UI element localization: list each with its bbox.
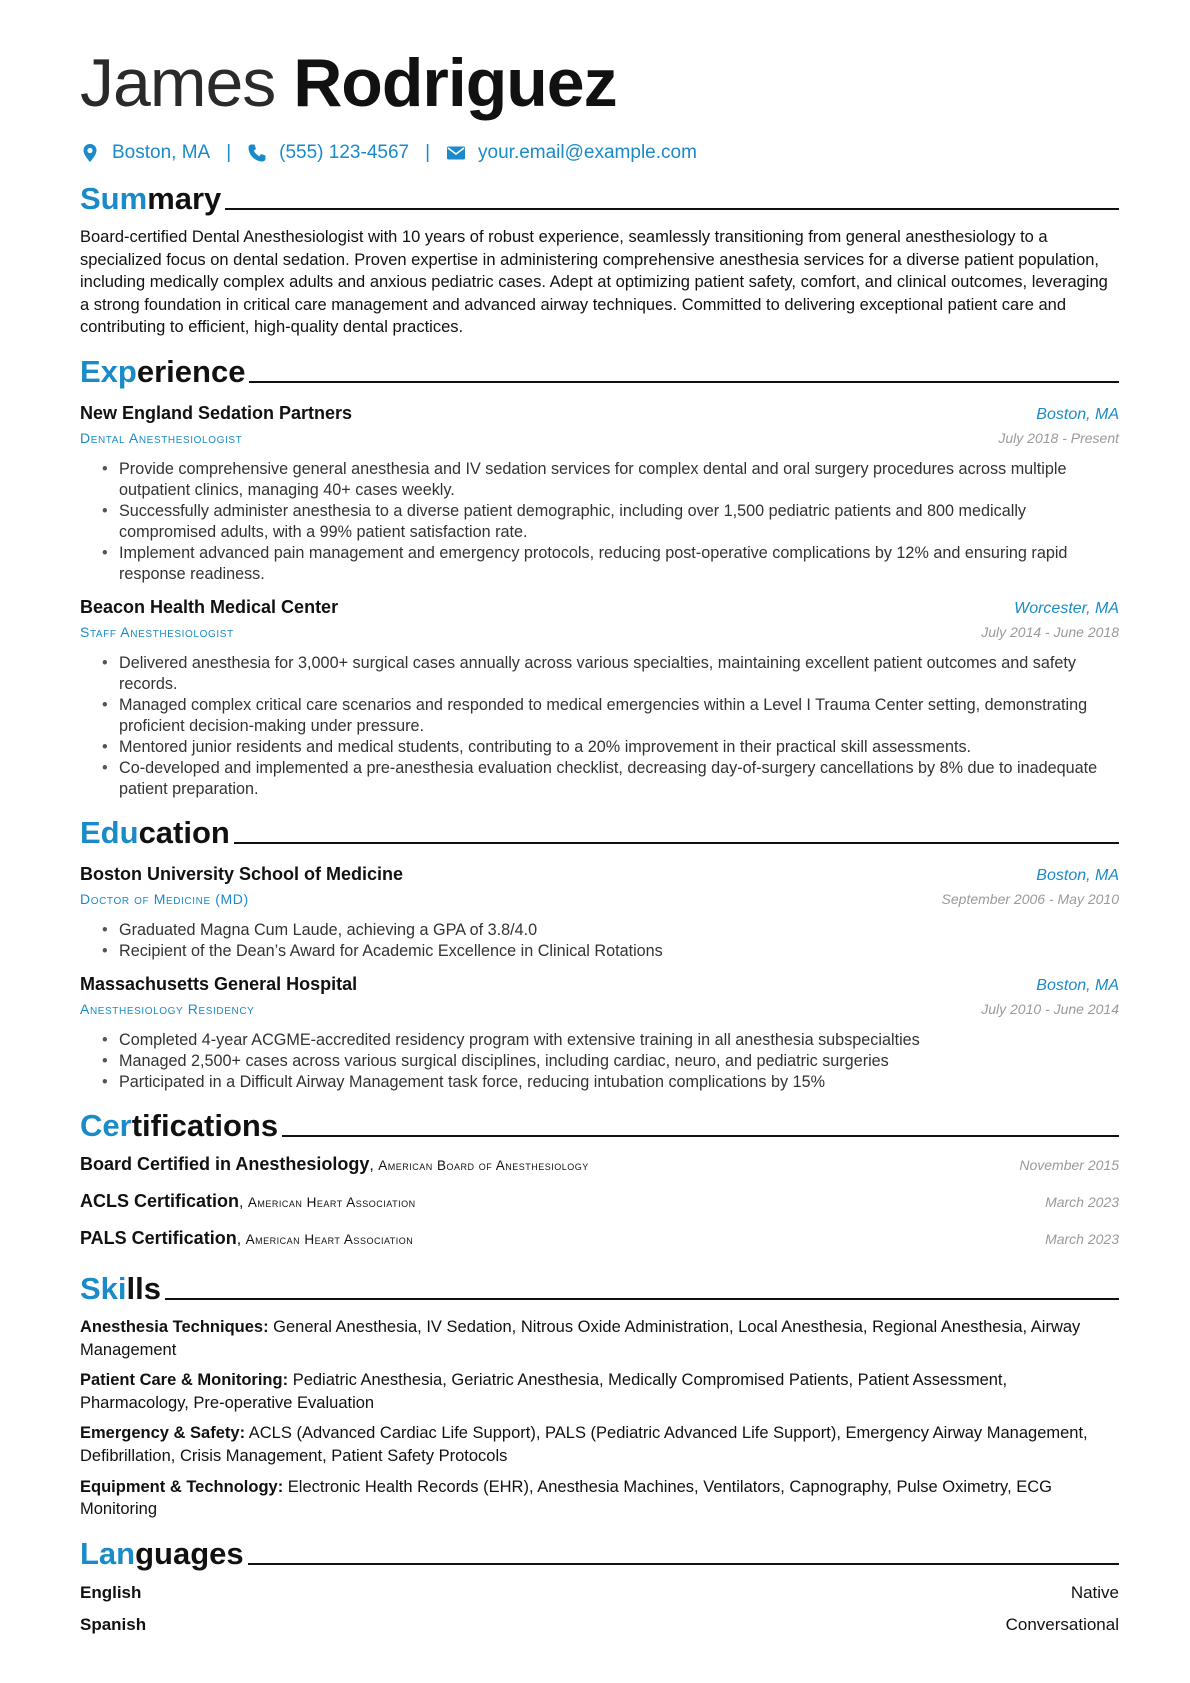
education-entry [80, 862, 1119, 962]
bullet-list [80, 920, 1119, 962]
certifications-section-header [80, 1101, 1119, 1145]
phone-link[interactable]: (555) 123-4567 [279, 142, 410, 163]
employer-name: Beacon Health Medical Center [80, 596, 339, 617]
map-pin-icon [80, 143, 100, 163]
contact-separator: | [425, 142, 431, 163]
language-level: Conversational [1005, 1614, 1119, 1634]
bullet-item: • Recipient of the Dean’s Award for Academic Excellence in Clinical Rotations [119, 941, 1119, 962]
degree-title: Doctor of Medicine (MD) [80, 890, 249, 907]
skill-values: ACLS (Advanced Cardiac Life Support), PALS (Pediatric Advanced Life Support), Emergency Airway Management, Defibrillation, Crisis Management, Patient Safety Protocols [80, 1424, 1088, 1465]
institution-name: Massachusetts General Hospital [80, 973, 358, 994]
certification-item: PALS Certification, American Heart Association March 2023 [80, 1227, 1119, 1248]
certification-item: Board Certified in Anesthesiology, American Board of Anesthesiology November 2015 [80, 1153, 1119, 1174]
experience-section-header [80, 347, 1119, 391]
skills-section-header [80, 1264, 1119, 1308]
skill-group [80, 1316, 1119, 1361]
institution-name: Boston University School of Medicine [80, 863, 404, 884]
entry-location: Boston, MA [1036, 866, 1119, 884]
job-title: Dental Anesthesiologist [80, 429, 243, 446]
bullet-item: • Managed 2,500+ cases across various surgical disciplines, including cardiac, neuro, and pediatric surgeries [119, 1051, 1119, 1072]
skill-values: Electronic Health Records (EHR), Anesthesia Machines, Ventilators, Capnography, Pulse Oximetry, ECG Monitoring [80, 1477, 1053, 1519]
section-title: Summary [80, 181, 222, 216]
bullet-list [80, 1030, 1119, 1093]
certification-date: March 2023 [1045, 1193, 1119, 1210]
section-title: Experience [80, 353, 246, 389]
entry-dates: July 2010 - June 2014 [981, 1000, 1119, 1017]
certification-issuer: American Heart Association [247, 1194, 416, 1210]
entry-dates: September 2006 - May 2010 [941, 890, 1119, 907]
language-item [80, 1613, 1119, 1637]
experience-entry [80, 595, 1119, 800]
certification-date: March 2023 [1045, 1230, 1119, 1247]
entry-dates: July 2014 - June 2018 [981, 623, 1119, 640]
bullet-item: • Provide comprehensive general anesthesia and IV sedation services for complex dental and oral surgery procedures across multiple outpatient clinics, managing 40+ cases weekly. [119, 459, 1119, 501]
certification-name: ACLS Certification [80, 1190, 240, 1211]
bullet-item: • Delivered anesthesia for 3,000+ surgical cases annually across various specialties, maintaining excellent patient outcomes and safety records. [119, 653, 1119, 695]
bullet-item: • Mentored junior residents and medical students, contributing to a 20% improvement in their practical skill assessments. [119, 737, 1119, 758]
candidate-name [80, 38, 1119, 128]
language-item [80, 1581, 1119, 1605]
experience-entry [80, 401, 1119, 585]
bullet-item: • Managed complex critical care scenarios and responded to medical emergencies within a Level I Trauma Center setting, demonstrating proficient decision-making under pressure. [119, 695, 1119, 737]
phone-icon [247, 143, 267, 163]
section-title: Certifications [80, 1107, 279, 1143]
employer-name: New England Sedation Partners [80, 402, 353, 423]
entry-location: Boston, MA [1036, 976, 1119, 994]
bullet-item: • Graduated Magna Cum Laude, achieving a GPA of 3.8/4.0 [119, 920, 1119, 941]
entry-dates: July 2018 - Present [998, 429, 1119, 446]
certification-date: November 2015 [1019, 1156, 1119, 1173]
bullet-item: • Co-developed and implemented a pre-anesthesia evaluation checklist, decreasing day-of-surgery cancellations by 8% due to inadequate patient preparation. [119, 758, 1119, 800]
bullet-item: • Participated in a Difficult Airway Management task force, reducing intubation complications by 15% [119, 1072, 1119, 1093]
section-rule [249, 381, 1119, 383]
language-name: English [80, 1582, 142, 1602]
section-rule [225, 208, 1119, 210]
skill-group [80, 1422, 1119, 1467]
section-rule [248, 1563, 1119, 1565]
bullet-item: • Successfully administer anesthesia to a diverse patient demographic, including over 1,500 pediatric patients and 800 medically compromised adults, with a 99% patient satisfaction rate. [119, 501, 1119, 543]
bullet-item: • Completed 4-year ACGME-accredited residency program with extensive training in all anesthesia subspecialties [119, 1030, 1119, 1051]
degree-title: Anesthesiology Residency [80, 1000, 255, 1017]
contact-line [80, 140, 1119, 166]
bullet-list [80, 653, 1119, 800]
skill-label: Emergency & Safety: [80, 1424, 246, 1443]
summary-text: Board-certified Dental Anesthesiologist with 10 years of robust experience, seamlessly transitioning from general anesthesiology to a specialized focus on dental sedation. Proven expertise in administering comprehensive anesthesia services for a diverse patient population, including medically complex adults and anxious pediatric cases. Adept at optimizing patient safety, comfort, and clinical outcomes, leveraging a strong foundation in critical care management and advanced airway techniques. Committed to delivering exceptional patient care and contributing to efficient, high-quality dental practices. [80, 228, 1108, 337]
certification-issuer: American Board of Anesthesiology [378, 1157, 589, 1173]
education-section-header [80, 808, 1119, 852]
skill-label: Equipment & Technology: [80, 1477, 284, 1496]
language-level: Native [1070, 1582, 1119, 1602]
skill-label: Anesthesia Techniques: [80, 1317, 269, 1336]
summary-section-header [80, 174, 1119, 218]
certification-name: PALS Certification [80, 1227, 237, 1248]
resume-page [80, 38, 1119, 1637]
bullet-item: • Implement advanced pain management and emergency protocols, reducing post-operative complications by 12% and ensuring rapid response readiness. [119, 543, 1119, 585]
section-rule [234, 842, 1119, 844]
section-rule [282, 1135, 1119, 1137]
section-rule [165, 1298, 1119, 1300]
entry-location: Worcester, MA [1014, 599, 1119, 617]
certification-name: Board Certified in Anesthesiology [80, 1153, 370, 1174]
section-title: Skills [80, 1270, 161, 1306]
skill-group [80, 1476, 1119, 1521]
skill-label: Patient Care & Monitoring: [80, 1371, 289, 1390]
languages-section-header [80, 1529, 1119, 1573]
first-name: James [80, 45, 276, 121]
envelope-icon [446, 143, 466, 163]
skill-group [80, 1369, 1119, 1414]
last-name: Rodriguez [293, 45, 617, 121]
bullet-list [80, 459, 1119, 585]
certification-item: ACLS Certification, American Heart Association March 2023 [80, 1190, 1119, 1211]
job-title: Staff Anesthesiologist [80, 623, 234, 640]
certification-issuer: American Heart Association [245, 1231, 414, 1247]
language-name: Spanish [80, 1614, 147, 1634]
skill-values: Pediatric Anesthesia, Geriatric Anesthesia, Medically Compromised Patients, Patient Assessment, Pharmacology, Pre-operative Evaluation [80, 1371, 1008, 1412]
email-link[interactable]: your.email@example.com [478, 142, 697, 163]
section-title: Education [80, 814, 230, 850]
contact-separator: | [226, 142, 232, 163]
skill-values: General Anesthesia, IV Sedation, Nitrous Oxide Administration, Local Anesthesia, Regional Anesthesia, Airway Management [80, 1317, 1081, 1359]
education-entry [80, 972, 1119, 1093]
entry-location: Boston, MA [1036, 405, 1119, 423]
location-text: Boston, MA [112, 142, 211, 163]
section-title: Languages [80, 1535, 244, 1571]
